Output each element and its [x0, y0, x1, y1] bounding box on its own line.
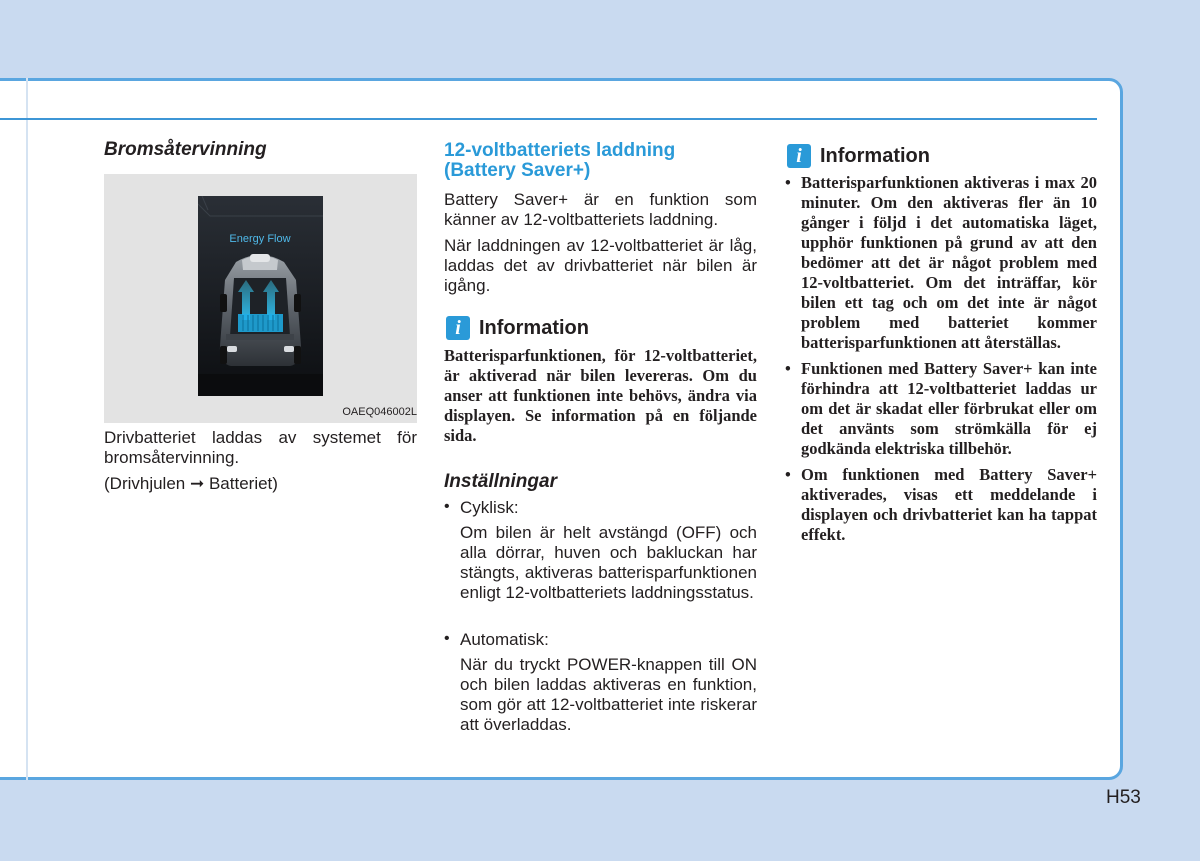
- setting-description: Om bilen är helt avstängd (OFF) och alla dörrar, huven och bakluckan har stängts, aktiveras batterisparfunktionen enligt 12-voltbatteriets laddningsstatus.: [460, 523, 757, 602]
- flow-from: (Drivhjulen: [104, 474, 186, 493]
- info-icon: i: [787, 144, 811, 168]
- page-number: H53: [1106, 787, 1141, 808]
- bullet-icon: •: [785, 359, 791, 378]
- bullet-icon: •: [785, 173, 791, 192]
- info-box-header: [787, 144, 930, 168]
- energy-flow-label: Energy Flow: [229, 233, 291, 245]
- flow-to: Batteriet): [208, 474, 278, 493]
- regen-flow-note: [104, 474, 417, 494]
- settings-list: [444, 630, 757, 650]
- info-title: Information: [820, 144, 930, 167]
- header-rule: [0, 118, 1097, 120]
- list-item: [444, 630, 757, 650]
- info-title: Information: [479, 316, 589, 339]
- setting-label: Cyklisk:: [460, 498, 519, 517]
- info-text: Batterisparfunktionen, för 12-voltbatteriet, är aktiverad när bilen levereras. Om du anser att funktionen inte behövs, ändra via displayen. Se information på en följande sida.: [444, 346, 757, 445]
- section-heading-settings: Inställningar: [444, 471, 557, 492]
- bullet-icon: •: [444, 498, 450, 515]
- setting-description: När du tryckt POWER-knappen till ON och bilen laddas aktiveras en funktion, som gör att 12-voltbatteriet inte riskerar att överladdas.: [460, 655, 757, 734]
- info-bullet-text: Om funktionen med Battery Saver+ aktiverades, visas ett meddelande i displayen och drivbatteriet kan ha tappat effekt.: [801, 465, 1097, 544]
- section-heading-battery-saver: 12-voltbatteriets laddning (Battery Saver+): [444, 140, 676, 181]
- battery-saver-charging: När laddningen av 12-voltbatteriet är låg, laddas det av drivbatteriet när bilen är igång.: [444, 236, 757, 295]
- figure-code: OAEQ046002L: [342, 406, 417, 418]
- arrow-right-icon: ➞: [189, 474, 205, 493]
- info-box-header: [446, 316, 589, 340]
- bullet-icon: •: [444, 630, 450, 647]
- binding-margin-line: [26, 78, 28, 780]
- bullet-icon: •: [785, 465, 791, 484]
- info-icon: i: [446, 316, 470, 340]
- battery-saver-intro: Battery Saver+ är en funktion som känner av 12-voltbatteriets laddning.: [444, 190, 757, 229]
- list-item: [785, 359, 1097, 459]
- list-item: [785, 465, 1097, 545]
- info-bullet-text: Batterisparfunktionen aktiveras i max 20 minuter. Om den aktiveras fler än 10 gånger i följd i det automatiska läget, upphör funktionen på grund av att den bedömer att det är något problem med 12-voltbatteriet. Om det inträffar, kör bilen ett tag och om det inte är något problem med batteriet kommer batterisparfunktionen att återställas.: [801, 173, 1097, 352]
- energy-flow-screen-image: [198, 196, 323, 396]
- settings-list: [444, 498, 757, 518]
- setting-label: Automatisk:: [460, 630, 549, 649]
- list-item: [444, 498, 757, 518]
- section-heading-brake-regen: Bromsåtervinning: [104, 139, 267, 160]
- list-item: [785, 173, 1097, 353]
- regen-paragraph: Drivbatteriet laddas av systemet för bromsåtervinning.: [104, 428, 417, 467]
- info-bullet-text: Funktionen med Battery Saver+ kan inte förhindra att 12-voltbatteriet laddas ur om det är skadat eller förbrukat eller om det använts som strömkälla för ej godkända elektriska tillbehör.: [801, 359, 1097, 458]
- energy-flow-figure: [104, 174, 417, 423]
- info-bullet-list: [785, 173, 1097, 551]
